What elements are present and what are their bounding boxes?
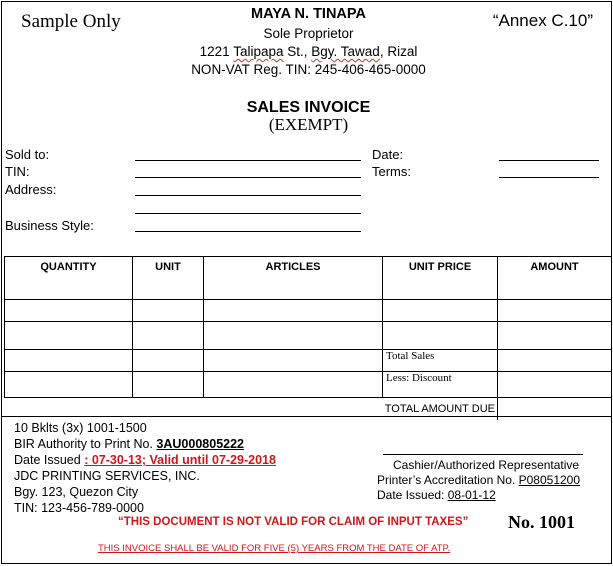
proprietor-name: MAYA N. TINAPA [251,6,366,22]
table-row [5,300,612,322]
table-cell[interactable] [133,300,204,322]
accreditation-date [377,488,496,502]
business-tin: NON-VAT Reg. TIN: 245-406-465-0000 [191,62,426,77]
table-cell[interactable] [5,322,133,350]
invoice-subtitle: (EXEMPT) [268,115,349,134]
table-cell[interactable] [5,350,133,372]
terms-field[interactable] [499,177,599,178]
printer-date-issued-label: Date Issued [14,453,85,467]
invoice-title: SALES INVOICE [246,99,371,116]
date-label: Date: [372,147,404,162]
booklets-info: 10 Bklts (3x) 1001-1500 [14,421,147,435]
accreditation-number: P08051200 [518,473,581,487]
amount-header: AMOUNT [498,257,612,300]
annex-label: “Annex C.10” [492,11,593,30]
table-cell[interactable] [204,300,383,322]
table-cell[interactable] [204,322,383,350]
business-style-label: Business Style: [5,218,94,233]
articles-header: ARTICLES [204,257,383,300]
address-field-line-2[interactable] [135,213,361,214]
printer-accreditation [377,473,580,487]
sample-only-label: Sample Only [21,11,121,32]
printer-date-issued-value: : 07-30-13; Valid until 07-29-2018 [84,453,276,467]
tin-field[interactable] [135,177,361,178]
accreditation-date-value: 08-01-12 [447,488,496,502]
business-style-field[interactable] [135,231,361,232]
table-header-row [5,257,612,300]
sold-to-label: Sold to: [5,147,50,162]
address-prefix: 1221 [199,44,234,59]
printer-company: JDC PRINTING SERVICES, INC. [14,469,200,483]
printer-tin: TIN: 123-456-789-0000 [14,501,144,515]
tin-label: TIN: [5,164,30,179]
address-suffix: , Rizal [379,44,418,59]
table-cell[interactable] [204,350,383,372]
address-barangay: Bgy. Tawad [311,44,380,59]
footer-divider [2,416,611,417]
quantity-header: QUANTITY [5,257,133,300]
table-cell[interactable] [498,322,612,350]
table-cell[interactable] [133,372,204,398]
sold-to-field[interactable] [135,160,361,161]
accreditation-date-label: Date Issued: [377,488,448,502]
unit-price-header: UNIT PRICE [383,257,498,300]
discount-amount[interactable] [498,372,612,398]
bir-authority-label: BIR Authority to Print No. [14,437,157,451]
address-label: Address: [5,182,57,197]
table-cell[interactable] [5,372,133,398]
table-cell[interactable] [383,322,498,350]
terms-label: Terms: [372,164,411,179]
total-sales-label: Total Sales [383,350,498,372]
address-field-line-1[interactable] [135,195,361,196]
proprietor-role: Sole Proprietor [263,26,354,41]
table-cell[interactable] [133,350,204,372]
bir-authority [14,437,244,451]
items-table [4,256,612,420]
validity-footer: THIS INVOICE SHALL BE VALID FOR FIVE (5) YEARS FROM THE DATE OF ATP. [98,543,451,554]
total-sales-amount[interactable] [498,350,612,372]
table-row [5,322,612,350]
table-cell[interactable] [204,372,383,398]
table-cell[interactable] [498,300,612,322]
table-row [5,372,612,398]
address-mid: St., [283,44,312,59]
table-row [5,350,612,372]
printer-address: Bgy. 123, Quezon City [14,485,139,499]
total-amount-due-label: TOTAL AMOUNT DUE [383,398,498,420]
table-cell[interactable] [383,300,498,322]
serial-number: No. 1001 [508,512,575,532]
address-street: Talipapa [233,44,284,59]
business-address [152,44,465,59]
date-field[interactable] [499,160,599,161]
printer-date-issued [14,453,276,467]
input-tax-warning: “THIS DOCUMENT IS NOT VALID FOR CLAIM OF INPUT TAXES” [118,516,469,528]
less-discount-label: Less: Discount [383,372,498,398]
bir-authority-number: 3AU000805222 [156,437,244,451]
accreditation-label: Printer’s Accreditation No. [377,473,519,487]
unit-header: UNIT [133,257,204,300]
signature-line[interactable] [383,454,583,455]
cashier-label: Cashier/Authorized Representative [393,458,580,472]
table-cell[interactable] [133,322,204,350]
table-cell[interactable] [5,300,133,322]
sales-invoice-form [1,1,612,564]
